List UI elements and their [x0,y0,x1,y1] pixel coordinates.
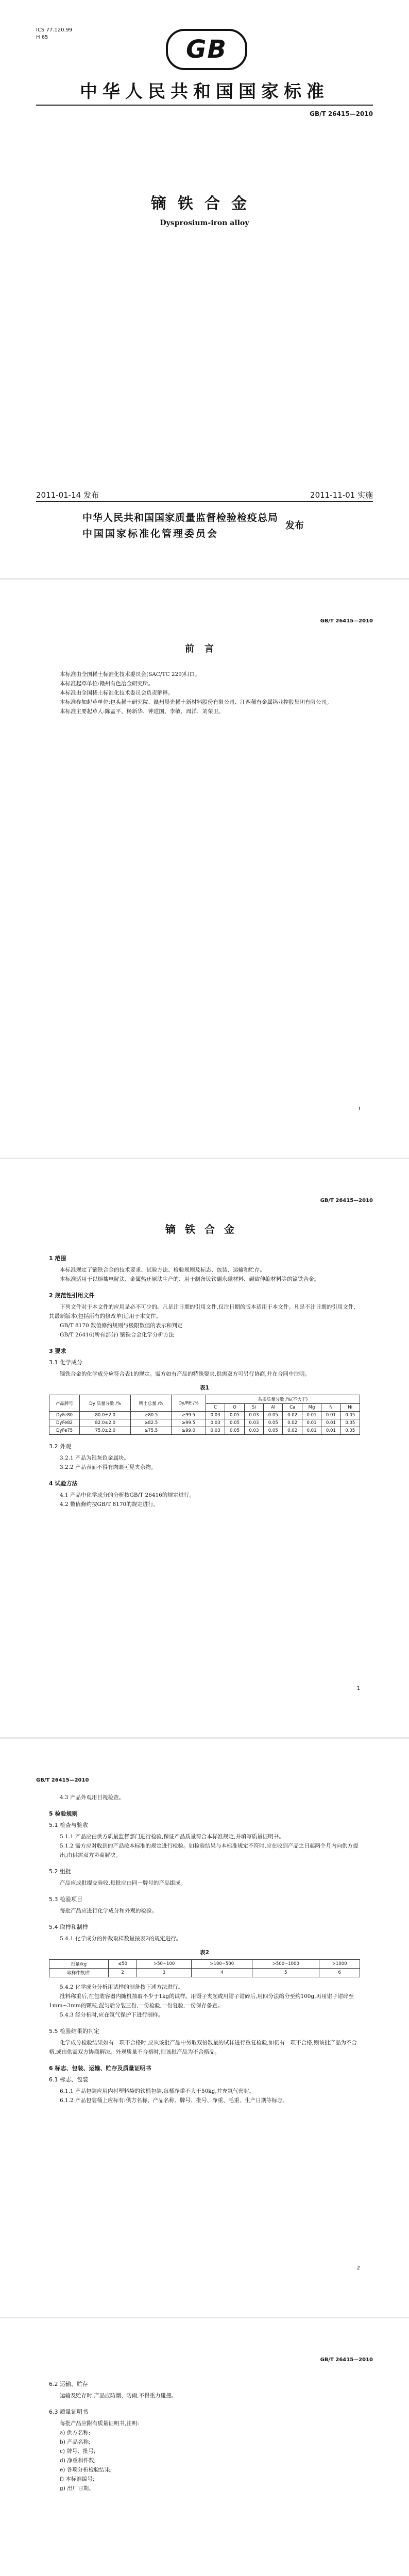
foreword-para: 本标准由全国稀土标准化技术委员会(SAC/TC 229)归口。 [60,671,200,677]
table-cell: 0.03 [244,1412,263,1419]
table-cell: 2 [109,1969,137,1977]
sample-prep-para: 5.4.3 经分析时,应在氩气保护下进行制样。 [60,2012,164,2018]
issuer-sac: 中国国家标准化管理委员会 [82,528,219,539]
cover-title-en: Dysprosium-iron alloy [160,219,249,227]
table1-impurity-col: Si [244,1404,263,1412]
certificate-item: e) 各项分析检验结果; [60,2467,112,2473]
table2-caption: 表2 [200,1950,209,1956]
issuer-aqsiq: 中华人民共和国国家质量监督检验检疫总局 [82,512,279,523]
table-cell: DyFe75 [49,1427,80,1435]
table-cell: 0.05 [264,1427,283,1435]
table-cell: ≥80.5 [131,1412,172,1419]
main-title: 镝铁合金 [165,1223,244,1235]
page-header: GB/T 26415—2010 [320,2357,373,2363]
table-row [49,1427,360,1435]
table1-impurity-col: Ni [340,1404,360,1412]
packaging-item: 6.1.1 产品包装应用内衬塑料袋的铁桶包装,每桶净重不大于50kg,并充氩气密封。 [60,2088,255,2094]
table-row [49,1419,360,1427]
main-body [49,1247,360,1509]
page-number: 1 [356,1686,360,1691]
table-cell: ≥99.5 [172,1412,206,1419]
batch-para: 产品应成批提交验收,每批应由同一牌号的产品组成。 [60,1880,186,1886]
table2-sampling [49,1959,360,1977]
appearance-item: 3.2.2 产品表面不得有肉眼可见夹杂物。 [60,1464,157,1470]
table-cell: 0.02 [283,1427,302,1435]
page-header: GB/T 26415—2010 [320,1198,373,1204]
body-2-content [49,1793,360,2105]
table-cell: 0.05 [264,1412,283,1419]
table-cell: 取样件数/件 [49,1969,109,1977]
items-para: 每批产品应进行化学成分和外观的检验。 [60,1908,157,1914]
table1-header: Dy 质量分数 /% [80,1395,131,1412]
page-header: GB/T 26415—2010 [36,1777,89,1783]
page-number: 2 [356,2265,360,2271]
table1-composition [49,1395,360,1435]
table-cell: 0.01 [302,1419,321,1427]
table1-header: 产品牌号 [49,1395,80,1412]
foreword-body [49,670,360,716]
table-cell: 0.01 [321,1427,340,1435]
standard-org: 中华人民共和国国家标准 [80,81,329,102]
table-cell: 0.05 [225,1427,244,1435]
table-cell: 82.0±2.0 [80,1419,131,1427]
subsection-appearance-title: 3.2 外观 [49,1443,71,1450]
table-cell: 0.05 [340,1412,360,1419]
classification-codes [36,27,72,41]
section-inspection-title: 5 检验规则 [49,1810,78,1817]
page-header: GB/T 26415—2010 [320,618,373,624]
sampling-item: 5.4.1 化学成分的仲裁取样数量按表2的规定进行。 [60,1936,182,1942]
table-cell: 0.03 [206,1427,225,1435]
cover-rule-bottom [36,501,373,502]
section-references-title: 2 规范性引用文件 [49,1292,95,1299]
ics-code: ICS 77.120.99 [36,27,73,33]
section-marking-title: 6 标志、包装、运输、贮存及质量证明书 [49,2065,151,2072]
subsection-acceptance-title: 5.1 检查与验收 [49,1822,88,1828]
table-cell: 0.03 [244,1419,263,1427]
certificate-para: 每批产品应附有质量证明书,注明: [60,2420,139,2427]
table1-header: 稀土总量 /% [131,1395,172,1412]
body-page-3 [0,2318,409,2576]
section-requirements-title: 3 要求 [49,1348,66,1354]
body-page-2 [0,1739,409,2317]
transport-para: 运输及贮存时,产品应防潮、防雨,不得重力碰撞。 [60,2393,177,2399]
table-cell: ≥82.5 [131,1419,172,1427]
subsection-sampling-title: 5.4 取样和制样 [49,1924,88,1930]
subsection-transport-title: 6.2 运输、贮存 [49,2381,88,2387]
table-row [49,1412,360,1419]
table-cell: 3 [137,1969,192,1977]
table1-impurity-col: O [225,1404,244,1412]
references-para: 下列文件对于本文件的应用是必不可少的。凡是注日期的引用文件,仅注日期的版本适用于本文件。凡是不注日期的引用文件,其最新版本(包括所有的修改单)适用于本文件。 [49,1304,355,1319]
certificate-item: c) 牌号、批号; [60,2448,96,2454]
standard-number: GB/T 26415—2010 [310,110,373,117]
foreword-para: 本标准由全国稀土标准化技术委员会负责解释。 [60,690,174,696]
subsection-composition-title: 3.1 化学成分 [49,1359,82,1366]
reference-item: GB/T 8170 数值修约规则与极限数值的表示和判定 [60,1323,183,1329]
reference-item: GB/T 26416(所有部分) 镝铁合金化学分析方法 [60,1332,174,1338]
main-body-page [0,1159,409,1738]
table-cell: 0.05 [225,1419,244,1427]
table-cell: 0.03 [206,1412,225,1419]
foreword-para: 本标准主要起草人:陈孟平、杨新华、钟道国、李敏、周洋、刘荣卫。 [60,708,224,715]
table-cell: ≥75.5 [131,1427,172,1435]
table-cell: DyFe80 [49,1412,80,1419]
table-cell: DyFe82 [49,1419,80,1427]
table-cell: 0.05 [340,1427,360,1435]
foreword-para: 本标准参加起草单位:包头稀土研究院、赣州晨光稀土新材料股份有限公司、江西稀有金属钨业控股集团有限公司。 [60,699,332,705]
cover-rule-top [36,105,373,106]
table-cell: 5 [252,1969,319,1977]
table-cell: >100~500 [192,1960,252,1969]
table-row [49,1969,360,1977]
sample-prep-para: 批料称重后,在包装容器内随机抽取不少于1kg的试样。用镊子夹起或用钳子钳碎后,用四分法缩分至约100g,再用钳子钳碎至1mm~3mm的颗粒,混匀后分装三份,一份检验,一份复验,一份保存备查。 [49,1993,354,2009]
acceptance-item: 5.1.1 产品应由供方质量监督部门进行检验,保证产品质量符合本标准规定,并填写质量证明书。 [60,1834,284,1840]
table-cell: 0.05 [264,1419,283,1427]
table1-impurity-col: N [321,1404,340,1412]
table1-impurity-col: Ca [283,1404,302,1412]
implement-date: 2011-11-01 实施 [310,490,373,500]
table1-caption: 表1 [200,1385,209,1391]
table-cell: ≥99.5 [172,1419,206,1427]
table-cell: ≥99.0 [172,1427,206,1435]
table1-impurity-col: C [206,1404,225,1412]
composition-para: 镝铁合金的化学成分应符合表1的规定。需方如有产品的特殊要求,供需双方可另行协商,并在合同中注明。 [60,1371,310,1377]
table-cell: 批量/kg [49,1960,109,1969]
certificate-item: g) 出厂日期。 [60,2485,94,2492]
gb-logo [166,29,247,70]
table-cell: 0.03 [206,1419,225,1427]
table-cell: 0.01 [302,1427,321,1435]
table-cell: 0.01 [321,1412,340,1419]
table-cell: >1000 [319,1960,360,1969]
packaging-item: 6.1.2 产品包装桶上应标有:供方名称、产品名称、牌号、批号、净重、毛重、生产日期等标志。 [60,2097,288,2104]
table-cell: 0.03 [244,1427,263,1435]
issuer-block [82,510,304,540]
table-cell: ≤50 [109,1960,137,1969]
table1-impurity-col: Al [264,1404,283,1412]
section-test-methods-title: 4 试验方法 [49,1480,78,1487]
table-cell: 80.0±2.0 [80,1412,131,1419]
appearance-check-item: 4.3 产品外观用目视检查。 [60,1794,125,1801]
table1-impurity-col: Mg [302,1404,321,1412]
sample-prep-item: 5.4.2 化学成分分析用试样的制备按下述方法进行。 [60,1984,184,1990]
table-cell: 0.02 [283,1412,302,1419]
ccs-code: H 65 [36,35,48,40]
page-number: I [359,1106,360,1112]
table-cell: 75.0±2.0 [80,1427,131,1435]
issuer-suffix: 发布 [285,520,304,531]
acceptance-item: 5.1.2 需方应对收到的产品按本标准的规定进行检验。如检验结果与本标准规定不符时,应在收到产品之日起两个月内向供方提出,由供需双方协商解决。 [60,1843,359,1858]
scope-para: 本标准规定了镝铁合金的技术要求、试验方法、检验规则及标志、包装、运输和贮存。 [60,1267,265,1273]
test-method-item: 4.2 数值修约按GB/T 8170的规定进行。 [60,1501,159,1507]
scope-para: 本标准适用于以熔盐电解法、金属热还原法生产的、用于制备钕铁硼永磁材料、磁致伸缩材料等的镝铁合金。 [60,1276,319,1282]
table-cell: 0.01 [321,1419,340,1427]
foreword-para: 本标准起草单位:赣州有色冶金研究所。 [60,681,154,687]
subsection-batch-title: 5.2 组批 [49,1868,71,1875]
subsection-certificate-title: 6.3 质量证明书 [49,2409,88,2415]
table-cell: >50~100 [137,1960,192,1969]
cover-title: 镝铁合金 [151,195,258,213]
subsection-judgement-title: 5.5 检验结果的判定 [49,2028,99,2035]
publish-date: 2011-01-14 发布 [36,490,99,500]
certificate-item: b) 产品名称; [60,2439,91,2445]
table-row [49,1960,360,1969]
foreword-heading: 前言 [185,643,224,654]
table-cell: 0.05 [225,1412,244,1419]
table-cell: >500~1000 [252,1960,319,1969]
section-scope-title: 1 范围 [49,1255,66,1262]
table1-header: Dy/RE /% [172,1395,206,1412]
certificate-item: d) 净重和件数; [60,2458,96,2464]
body-3-content [49,2372,360,2493]
table1-header: 杂质质量分数 /%(不大于) [206,1395,360,1404]
judgement-para: 化学成分检验结果如有一项不合格时,应从该批产品中另取双倍数量的试样进行重复检验,如仍有一项不合格,则该批产品为不合格,或由供需双方协商解决。外观质量不合格时,则该批产品为不合格品。 [49,2040,357,2055]
certificate-item: a) 供方名称; [60,2430,91,2436]
table-cell: 0.01 [302,1412,321,1419]
cover-page [0,0,409,579]
table-cell: 0.02 [283,1419,302,1427]
table-cell: 4 [192,1969,252,1977]
subsection-items-title: 5.3 检验项目 [49,1896,82,1903]
appearance-item: 3.2.1 产品为银灰色金属块。 [60,1455,130,1461]
test-method-item: 4.1 产品中化学成分的分析按GB/T 26416的规定进行。 [60,1492,195,1498]
table-cell: 6 [319,1969,360,1977]
subsection-packaging-title: 6.1 标志、包装 [49,2076,88,2083]
foreword-page [0,580,409,1158]
table-cell: 0.05 [340,1419,360,1427]
gb-logo-text: GB [186,35,227,64]
certificate-item: f) 本标准编号; [60,2476,95,2482]
